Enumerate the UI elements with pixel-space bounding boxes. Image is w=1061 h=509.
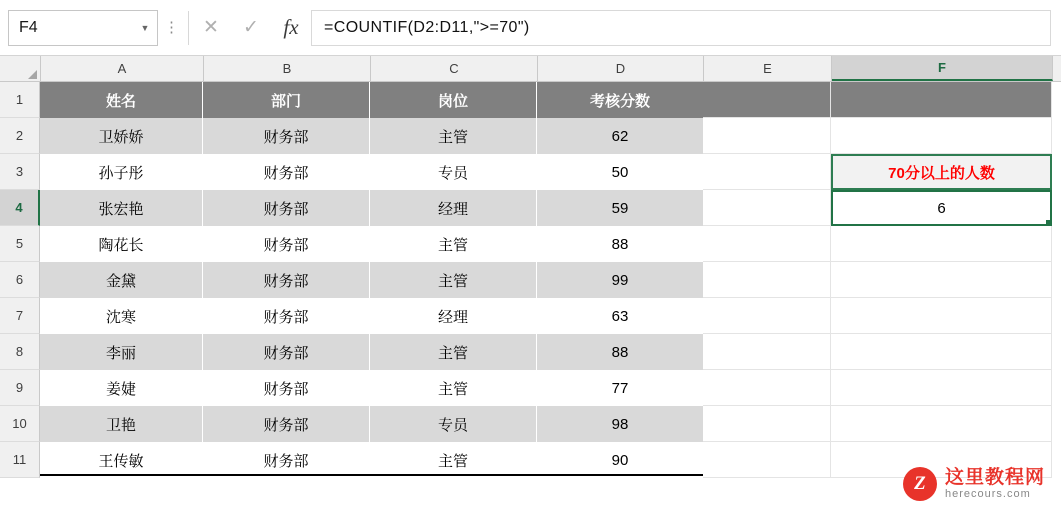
row-header-4[interactable]: 4: [0, 190, 40, 226]
cell-a3[interactable]: 孙子彤: [40, 154, 203, 190]
cell-d1[interactable]: 考核分数: [537, 82, 703, 118]
cancel-icon[interactable]: ✕: [203, 17, 219, 38]
cell-a4[interactable]: 张宏艳: [40, 190, 203, 226]
formula-input[interactable]: =COUNTIF(D2:D11,">=70"): [311, 10, 1051, 46]
insert-function-icon[interactable]: fx: [283, 15, 299, 39]
cell-d5[interactable]: 88: [537, 226, 703, 262]
cell-c7[interactable]: 经理: [370, 298, 537, 334]
table-row: [0, 190, 1061, 226]
cell-f1[interactable]: [831, 82, 1052, 118]
cell-a9[interactable]: 姜婕: [40, 370, 203, 406]
cell-b10[interactable]: 财务部: [203, 406, 370, 442]
watermark-text: [945, 467, 1045, 501]
cell-f6[interactable]: [831, 262, 1052, 298]
column-header-a[interactable]: A: [41, 56, 204, 81]
cell-c3[interactable]: 专员: [370, 154, 537, 190]
cell-f2[interactable]: [831, 118, 1052, 154]
column-header-e[interactable]: E: [704, 56, 832, 81]
cell-e9[interactable]: [703, 370, 831, 406]
table-row: [0, 334, 1061, 370]
cell-d2[interactable]: 62: [537, 118, 703, 154]
row-header-8[interactable]: 8: [0, 334, 40, 370]
cell-c9[interactable]: 主管: [370, 370, 537, 406]
cell-e1[interactable]: [703, 82, 831, 118]
table-row: [0, 406, 1061, 442]
cell-e8[interactable]: [703, 334, 831, 370]
row-header-11[interactable]: 11: [0, 442, 40, 478]
table-row: [0, 298, 1061, 334]
select-all-corner[interactable]: [0, 56, 41, 81]
table-row: [0, 118, 1061, 154]
watermark-url: herecours.com: [944, 488, 1031, 501]
cell-e2[interactable]: [703, 118, 831, 154]
cell-b6[interactable]: 财务部: [203, 262, 370, 298]
cell-d10[interactable]: 98: [537, 406, 703, 442]
cell-f5[interactable]: [831, 226, 1052, 262]
formula-bar: [0, 0, 1061, 56]
cell-d3[interactable]: 50: [537, 154, 703, 190]
name-box[interactable]: [8, 10, 158, 46]
cell-f10[interactable]: [831, 406, 1052, 442]
more-options-icon[interactable]: ⋮: [164, 19, 180, 36]
cell-b7[interactable]: 财务部: [203, 298, 370, 334]
cell-e10[interactable]: [703, 406, 831, 442]
cell-d4[interactable]: 59: [537, 190, 703, 226]
cell-b5[interactable]: 财务部: [203, 226, 370, 262]
cell-c11[interactable]: 主管: [370, 442, 537, 478]
cell-d9[interactable]: 77: [537, 370, 703, 406]
cell-c8[interactable]: 主管: [370, 334, 537, 370]
cell-e3[interactable]: [703, 154, 831, 190]
column-header-c[interactable]: C: [371, 56, 538, 81]
row-header-3[interactable]: 3: [0, 154, 40, 190]
site-logo-icon: Z: [903, 467, 937, 501]
cell-f3-label[interactable]: 70分以上的人数: [831, 154, 1052, 190]
cell-a11[interactable]: 王传敏: [40, 442, 203, 478]
cell-b11[interactable]: 财务部: [203, 442, 370, 478]
cell-f7[interactable]: [831, 298, 1052, 334]
cell-c4[interactable]: 经理: [370, 190, 537, 226]
row-header-10[interactable]: 10: [0, 406, 40, 442]
table-row: [0, 82, 1061, 118]
column-header-row: [0, 56, 1061, 82]
cell-b4[interactable]: 财务部: [203, 190, 370, 226]
row-header-6[interactable]: 6: [0, 262, 40, 298]
column-header-d[interactable]: D: [538, 56, 704, 81]
divider: [188, 11, 189, 45]
confirm-icon[interactable]: ✓: [243, 17, 259, 38]
cell-c5[interactable]: 主管: [370, 226, 537, 262]
table-row: [0, 370, 1061, 406]
chevron-down-icon[interactable]: ▼: [140, 22, 150, 33]
cell-f4-selected[interactable]: 6: [831, 190, 1052, 226]
cell-a2[interactable]: 卫娇娇: [40, 118, 203, 154]
name-box-value: F4: [19, 18, 38, 36]
cell-c10[interactable]: 专员: [370, 406, 537, 442]
cell-b2[interactable]: 财务部: [203, 118, 370, 154]
cell-d7[interactable]: 63: [537, 298, 703, 334]
row-header-9[interactable]: 9: [0, 370, 40, 406]
cell-d11[interactable]: 90: [537, 442, 703, 478]
cell-d8[interactable]: 88: [537, 334, 703, 370]
cell-a10[interactable]: 卫艳: [40, 406, 203, 442]
cell-a6[interactable]: 金黛: [40, 262, 203, 298]
table-row: [0, 262, 1061, 298]
cell-e5[interactable]: [703, 226, 831, 262]
spreadsheet-grid: [0, 56, 1061, 478]
row-header-7[interactable]: 7: [0, 298, 40, 334]
cell-a5[interactable]: 陶花长: [40, 226, 203, 262]
cell-b3[interactable]: 财务部: [203, 154, 370, 190]
watermark: [903, 467, 1045, 501]
cell-b9[interactable]: 财务部: [203, 370, 370, 406]
cell-c6[interactable]: 主管: [370, 262, 537, 298]
cell-e6[interactable]: [703, 262, 831, 298]
cell-b1[interactable]: 部门: [203, 82, 370, 118]
cell-f8[interactable]: [831, 334, 1052, 370]
cell-a8[interactable]: 李丽: [40, 334, 203, 370]
row-header-2[interactable]: 2: [0, 118, 40, 154]
cell-d6[interactable]: 99: [537, 262, 703, 298]
table-row: [0, 442, 1061, 478]
row-header-1[interactable]: 1: [0, 82, 40, 118]
cell-f9[interactable]: [831, 370, 1052, 406]
cell-e7[interactable]: [703, 298, 831, 334]
table-bottom-border: [40, 474, 703, 476]
cell-e4[interactable]: [703, 190, 831, 226]
cell-c1[interactable]: 岗位: [370, 82, 537, 118]
watermark-title: 这里教程网: [944, 466, 1045, 488]
table-row: [0, 154, 1061, 190]
row-header-5[interactable]: 5: [0, 226, 40, 262]
column-header-b[interactable]: B: [204, 56, 371, 81]
cell-e11[interactable]: [703, 442, 831, 478]
cell-b8[interactable]: 财务部: [203, 334, 370, 370]
table-row: [0, 226, 1061, 262]
cell-c2[interactable]: 主管: [370, 118, 537, 154]
column-header-f[interactable]: F: [832, 56, 1053, 81]
cell-a1[interactable]: 姓名: [40, 82, 203, 118]
cell-a7[interactable]: 沈寒: [40, 298, 203, 334]
